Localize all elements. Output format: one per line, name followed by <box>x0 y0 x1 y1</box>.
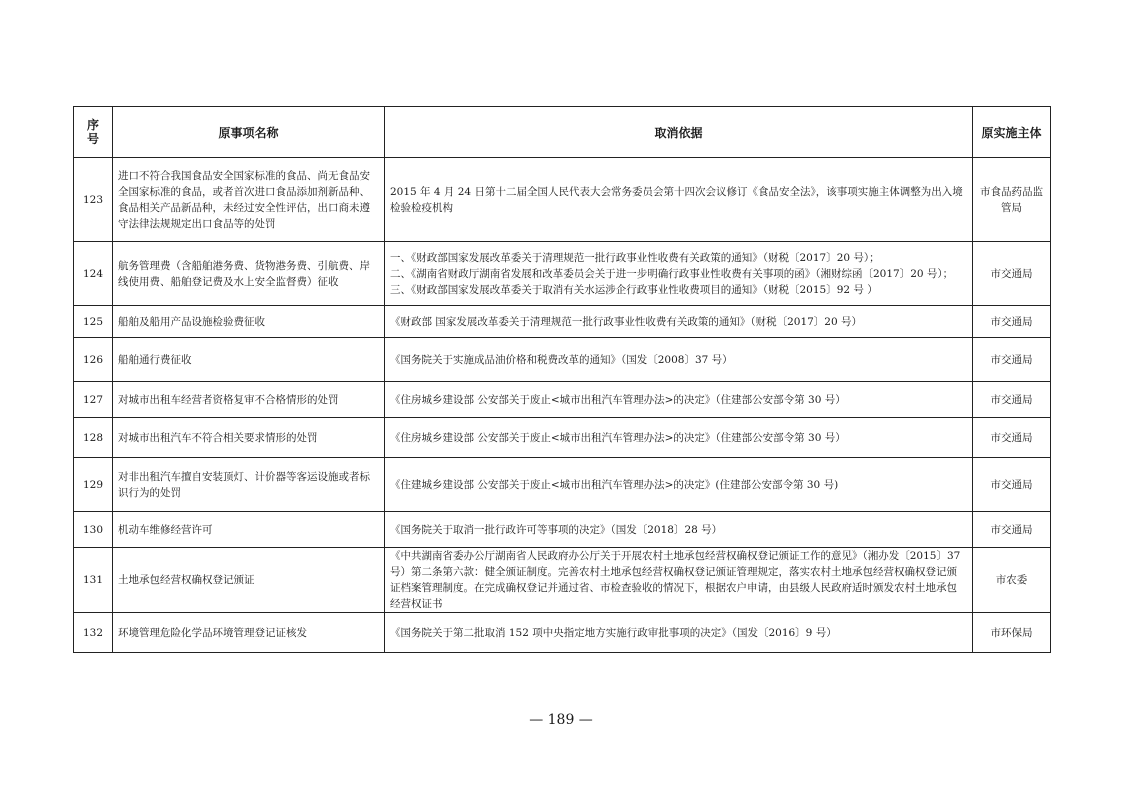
table-row <box>74 338 1051 382</box>
row-item-name: 环境管理危险化学品环境管理登记证核发 <box>113 613 385 653</box>
row-item-name: 对非出租汽车擅自安装顶灯、计价器等客运设施或者标识行为的处罚 <box>113 458 385 512</box>
row-cancellation-basis <box>385 158 973 242</box>
row-serial-number: 132 <box>74 613 113 653</box>
table-row <box>74 512 1051 548</box>
basis-line: 2015 年 4 月 24 日第十二届全国人民代表大会常务委员会第十四次会议修订《食品安全法》，该事项实施主体调整为出入境检验检疫机构 <box>390 185 963 214</box>
row-implementing-body: 市食品药品监管局 <box>973 158 1051 242</box>
row-serial-number: 131 <box>74 548 113 613</box>
row-item-name: 对城市出租汽车不符合相关要求情形的处罚 <box>113 418 385 458</box>
row-serial-number: 127 <box>74 382 113 418</box>
row-item-name: 航务管理费（含船舶港务费、货物港务费、引航费、岸线使用费、船舶登记费及水上安全监督费）征收 <box>113 242 385 306</box>
basis-line: 一、《财政部国家发展改革委关于清理规范一批行政事业性收费有关政策的通知》（财税〔2017〕20 号）； <box>390 251 880 264</box>
header-serial-number-char-1: 序 <box>86 118 99 132</box>
row-implementing-body: 市交通局 <box>973 338 1051 382</box>
row-cancellation-basis <box>385 548 973 613</box>
row-serial-number: 129 <box>74 458 113 512</box>
row-item-name: 机动车维修经营许可 <box>113 512 385 548</box>
row-cancellation-basis <box>385 418 973 458</box>
row-cancellation-basis <box>385 306 973 338</box>
row-implementing-body: 市环保局 <box>973 613 1051 653</box>
header-serial-number <box>74 107 113 158</box>
row-cancellation-basis <box>385 512 973 548</box>
row-serial-number: 130 <box>74 512 113 548</box>
table-row <box>74 613 1051 653</box>
row-implementing-body: 市交通局 <box>973 458 1051 512</box>
basis-line: 二、《湖南省财政厅湖南省发展和改革委员会关于进一步明确行政事业性收费有关事项的函》（湘财综函〔2017〕20 号）； <box>390 267 954 280</box>
row-implementing-body: 市农委 <box>973 548 1051 613</box>
row-item-name: 对城市出租车经营者资格复审不合格情形的处罚 <box>113 382 385 418</box>
row-serial-number: 126 <box>74 338 113 382</box>
table-row <box>74 458 1051 512</box>
basis-line: 《国务院关于第二批取消 152 项中央指定地方实施行政审批事项的决定》（国发〔2016〕9 号） <box>390 626 837 639</box>
row-cancellation-basis <box>385 338 973 382</box>
header-cancellation-basis: 取消依据 <box>385 107 973 158</box>
basis-line: 《国务院关于取消一批行政许可等事项的决定》（国发〔2018〕28 号） <box>390 523 723 536</box>
basis-line: 《住房城乡建设部 公安部关于废止<城市出租汽车管理办法>的决定》（住建部公安部令第 30 号） <box>390 431 846 444</box>
row-implementing-body: 市交通局 <box>973 242 1051 306</box>
row-cancellation-basis <box>385 613 973 653</box>
table-row <box>74 548 1051 613</box>
header-item-name: 原事项名称 <box>113 107 385 158</box>
row-serial-number: 128 <box>74 418 113 458</box>
row-cancellation-basis <box>385 242 973 306</box>
row-item-name: 船舶及船用产品设施检验费征收 <box>113 306 385 338</box>
row-cancellation-basis <box>385 458 973 512</box>
page-number: — 189 — <box>529 712 593 728</box>
row-serial-number: 123 <box>74 158 113 242</box>
header-implementing-body: 原实施主体 <box>973 107 1051 158</box>
table-row <box>74 158 1051 242</box>
row-implementing-body: 市交通局 <box>973 306 1051 338</box>
table-row <box>74 306 1051 338</box>
table-row <box>74 382 1051 418</box>
basis-line: 三、《财政部国家发展改革委关于取消有关水运涉企行政事业性收费项目的通知》（财税〔2015〕92 号 ） <box>390 283 878 296</box>
row-item-name: 进口不符合我国食品安全国家标准的食品、尚无食品安全国家标准的食品，或者首次进口食品添加剂新品种、食品相关产品新品种，未经过安全性评估，出口商未遵守法律法规规定出口食品等的处罚 <box>113 158 385 242</box>
header-serial-number-char-2: 号 <box>86 132 99 146</box>
basis-line: 《国务院关于实施成品油价格和税费改革的通知》（国发〔2008〕37 号） <box>390 353 733 366</box>
basis-line: 《财政部 国家发展改革委关于清理规范一批行政事业性收费有关政策的通知》（财税〔2017〕20 号） <box>390 315 863 328</box>
table-row <box>74 418 1051 458</box>
table-body <box>74 158 1051 653</box>
row-implementing-body: 市交通局 <box>973 512 1051 548</box>
basis-line: 《住房城乡建设部 公安部关于废止<城市出租汽车管理办法>的决定》（住建部公安部令第 30 号） <box>390 393 846 406</box>
cancelled-items-table <box>73 106 1051 653</box>
basis-line: 《中共湖南省委办公厅湖南省人民政府办公厅关于开展农村土地承包经营权确权登记颁证工作的意见》（湘办发〔2015〕37 号）第二条第六款：健全颁证制度。完善农村土地承包经营权确权登记颁证管理规定，落实农村土地承包经营权确权登记颁证档案管理制度。在完成确权登记并通过省、市检查验收的情况下，根据农户申请，由县级人民政府适时颁发农村土地承包经营权证书 <box>390 550 961 610</box>
row-serial-number: 125 <box>74 306 113 338</box>
basis-line: 《住建城乡建设部 公安部关于废止<城市出租汽车管理办法>的决定》(住建部公安部令第 30 号) <box>390 478 839 491</box>
row-serial-number: 124 <box>74 242 113 306</box>
row-implementing-body: 市交通局 <box>973 382 1051 418</box>
row-implementing-body: 市交通局 <box>973 418 1051 458</box>
row-item-name: 船舶通行费征收 <box>113 338 385 382</box>
table-header-row <box>74 107 1051 158</box>
table-row <box>74 242 1051 306</box>
row-item-name: 土地承包经营权确权登记颁证 <box>113 548 385 613</box>
row-cancellation-basis <box>385 382 973 418</box>
